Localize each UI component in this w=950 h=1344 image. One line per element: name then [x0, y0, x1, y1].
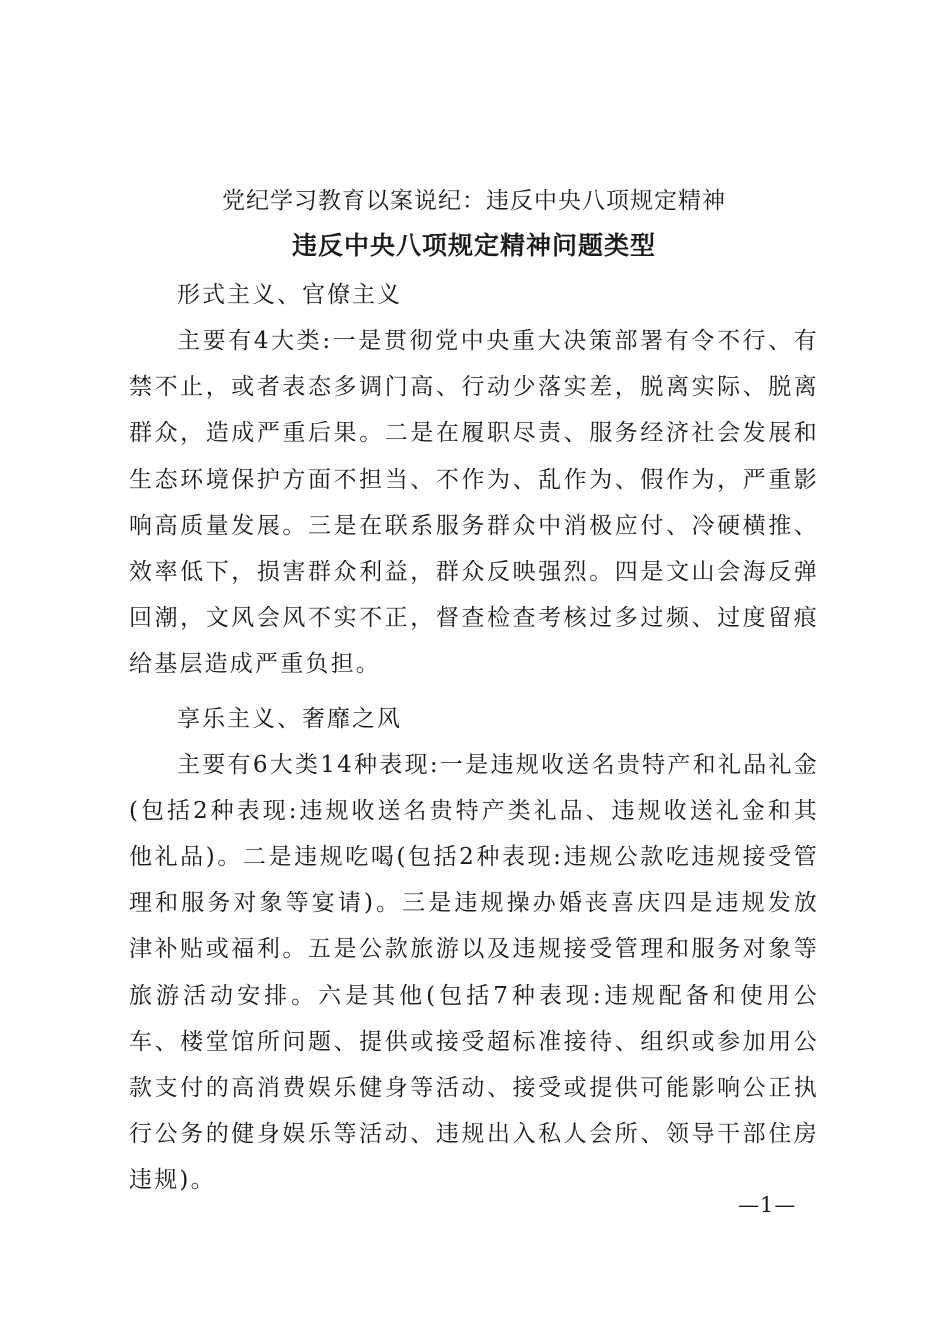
section-body-hedonism: 主要有6大类14种表现:一是违规收送名贵特产和礼品礼金(包括2种表现:违规收送名贵特产类礼品、违规收送礼金和其他礼品)。二是违规吃喝(包括2种表现:违规公款吃违规接受管理和服务对象等宴请)。三是违规操办婚丧喜庆四是违规发放津补贴或福利。五是公款旅游以及违规接受管理和服务对象等旅游活动安排。六是其他(包括7种表现:违规配备和使用公车、楼堂馆所问题、提供或接受超标准接待、组织或参加用公款支付的高消费娱乐健身等活动、接受或提供可能影响公正执行公务的健身娱乐等活动、违规出入私人会所、领导干部住房违规)。 [129, 751, 819, 1194]
paragraph-gap [129, 688, 819, 696]
page-number: —1— [738, 1193, 797, 1217]
document-subtitle: 党纪学习教育以案说纪：违反中央八项规定精神 [222, 188, 726, 214]
section-body-formalism: 主要有4大类:一是贯彻党中央重大决策部署有令不行、有禁不止，或者表态多调门高、行动少落实差，脱离实际、脱离群众，造成严重后果。二是在履职尽责、服务经济社会发展和生态环境保护方面不担当、不作为、乱作为、假作为，严重影响高质量发展。三是在联系服务群众中消极应付、冷硬横推、效率低下，损害群众利益，群众反映强烈。四是文山会海反弹回潮，文风会风不实不正，督查检查考核过多过频、过度留痕给基层造成严重负担。 [129, 328, 819, 678]
section-heading-hedonism: 享乐主义、奢靡之风 [177, 705, 402, 732]
document-content [129, 180, 819, 1204]
document-title: 违反中央八项规定精神问题类型 [291, 231, 656, 260]
section-heading-formalism: 形式主义、官僚主义 [177, 282, 402, 308]
